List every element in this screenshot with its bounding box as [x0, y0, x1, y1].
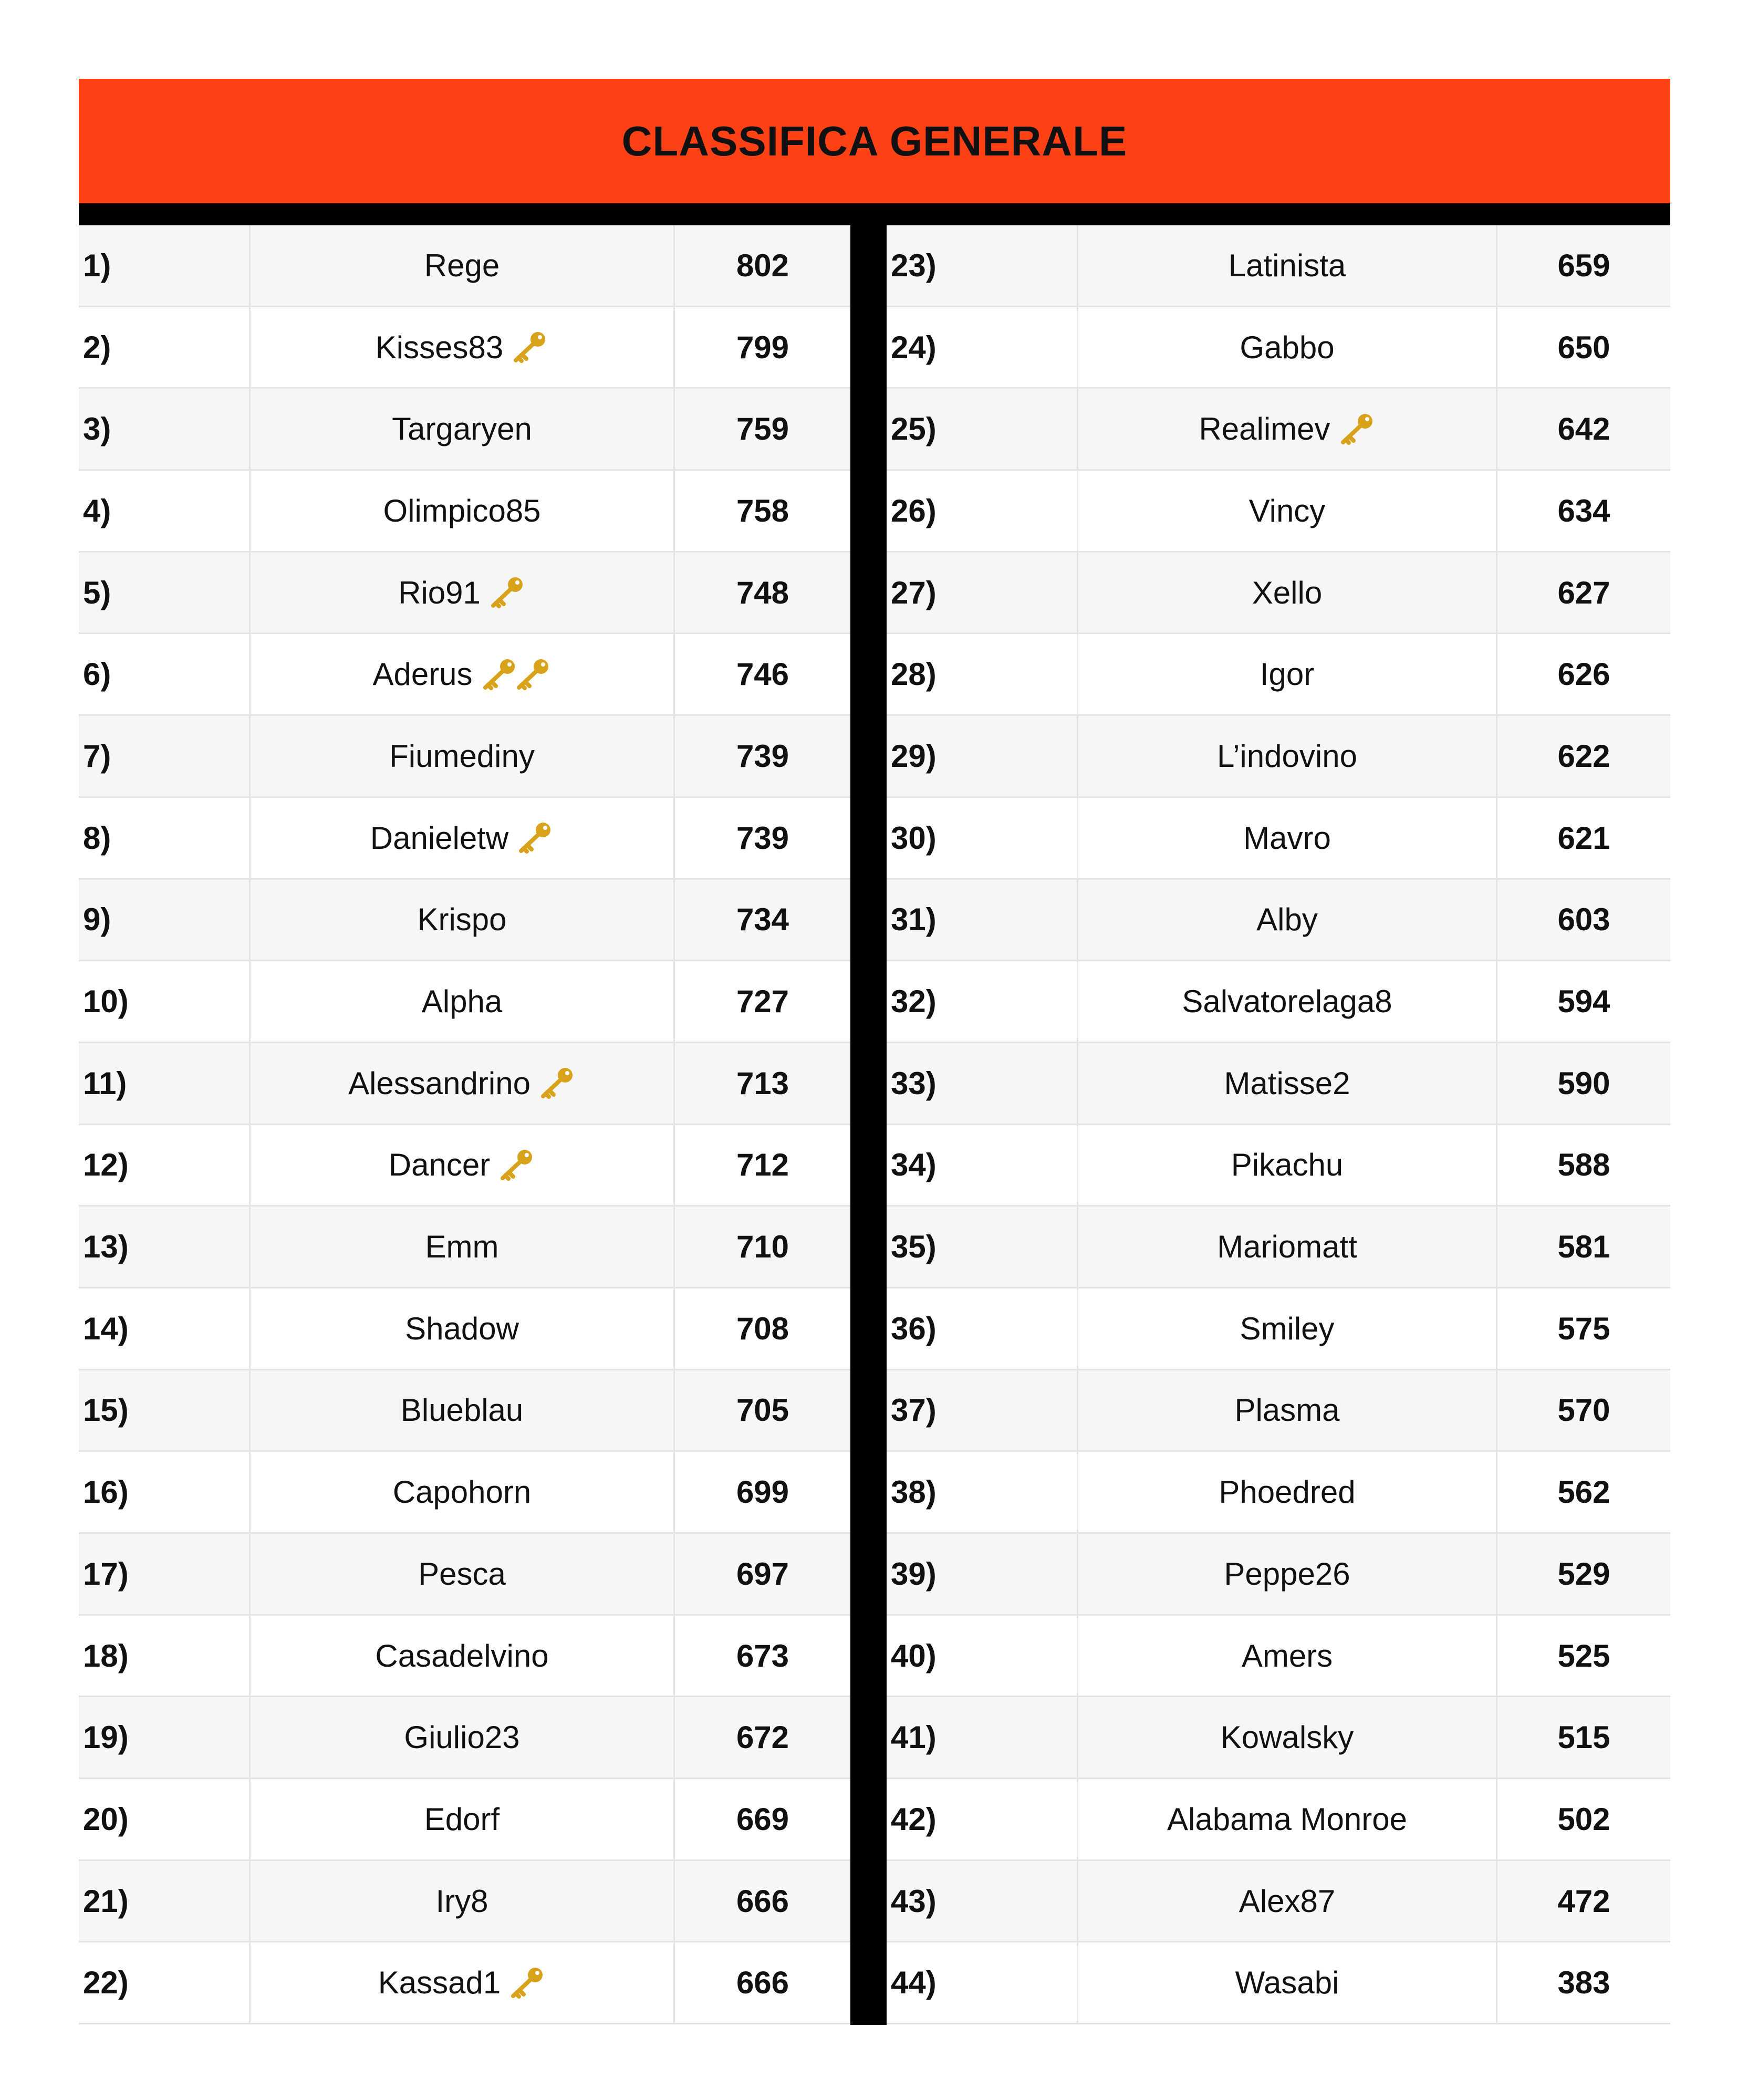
- name-cell: [251, 1861, 675, 1941]
- score-cell: 727: [736, 984, 789, 1020]
- name-cell: [1078, 1697, 1497, 1777]
- table-row: [887, 1616, 1670, 1698]
- header-banner: [79, 79, 1670, 203]
- name-cell: [1078, 225, 1497, 306]
- name-cell: [251, 553, 675, 633]
- table-row: [79, 307, 850, 389]
- name-cell: [1078, 716, 1497, 796]
- player-name: Shadow: [405, 1311, 519, 1346]
- rank-cell: 13): [79, 1207, 251, 1287]
- score-cell: 802: [736, 247, 789, 283]
- name-cell: [251, 1125, 675, 1205]
- name-cell: [251, 798, 675, 878]
- rank-cell: 17): [79, 1534, 251, 1614]
- player-name: Blueblau: [400, 1392, 524, 1428]
- score-cell: 650: [1557, 329, 1610, 365]
- rank-cell: 8): [79, 798, 251, 878]
- rank-cell: 14): [79, 1288, 251, 1369]
- player-name: Pikachu: [1231, 1147, 1344, 1183]
- table-row: [887, 1207, 1670, 1288]
- name-cell: [251, 1942, 675, 2023]
- player-name: Aderus: [372, 657, 473, 692]
- player-name: Salvatorelaga8: [1182, 984, 1392, 1020]
- rank-cell: 43): [887, 1861, 1078, 1941]
- player-name: Xello: [1252, 575, 1323, 610]
- player-name: Phoedred: [1219, 1474, 1356, 1510]
- rank-cell: 9): [79, 880, 251, 960]
- score-cell: 697: [736, 1556, 789, 1592]
- table-row: [79, 1697, 850, 1779]
- score-cell: 799: [736, 329, 789, 365]
- header-divider: [79, 203, 1670, 225]
- name-cell: [1078, 1452, 1497, 1532]
- score-cell: 529: [1557, 1556, 1610, 1592]
- score-cell: 634: [1557, 493, 1610, 528]
- table-row: [79, 389, 850, 471]
- rank-cell: 42): [887, 1779, 1078, 1859]
- player-name: Plasma: [1234, 1392, 1340, 1428]
- player-name: Wasabi: [1235, 1965, 1339, 2001]
- player-name: Mariomatt: [1217, 1229, 1357, 1265]
- rank-cell: 33): [887, 1043, 1078, 1124]
- score-cell: 383: [1557, 1965, 1610, 2001]
- table-row: [887, 1779, 1670, 1861]
- rank-cell: 39): [887, 1534, 1078, 1614]
- rank-cell: 19): [79, 1697, 251, 1777]
- center-divider: [850, 225, 887, 2025]
- name-cell: [251, 1370, 675, 1451]
- rank-cell: 16): [79, 1452, 251, 1532]
- player-name: Realimev: [1199, 411, 1330, 447]
- table-row: [887, 1288, 1670, 1370]
- name-cell: [1078, 1616, 1497, 1696]
- key-badges: [509, 1966, 546, 2000]
- name-cell: [251, 1043, 675, 1124]
- score-cell: 739: [736, 738, 789, 774]
- standings-table-left: [79, 225, 850, 2024]
- table-row: [887, 798, 1670, 880]
- standings-tables: [79, 225, 1670, 2025]
- rank-cell: 38): [887, 1452, 1078, 1532]
- table-row: [79, 1207, 850, 1288]
- player-name: Targaryen: [392, 411, 532, 447]
- table-row: [79, 1370, 850, 1452]
- score-cell: 705: [736, 1392, 789, 1428]
- name-cell: [251, 880, 675, 960]
- rank-cell: 3): [79, 389, 251, 469]
- rank-cell: 37): [887, 1370, 1078, 1451]
- table-row: [887, 471, 1670, 553]
- name-cell: [1078, 1125, 1497, 1205]
- score-cell: 472: [1557, 1883, 1610, 1919]
- name-cell: [251, 961, 675, 1042]
- rank-cell: 18): [79, 1616, 251, 1696]
- rank-cell: 34): [887, 1125, 1078, 1205]
- score-cell: 603: [1557, 902, 1610, 938]
- table-row: [79, 798, 850, 880]
- name-cell: [1078, 1370, 1497, 1451]
- player-name: Rege: [424, 247, 500, 283]
- player-name: Dancer: [388, 1147, 491, 1183]
- table-row: [79, 1288, 850, 1370]
- table-row: [79, 1861, 850, 1943]
- score-cell: 739: [736, 820, 789, 856]
- player-name: Olimpico85: [383, 493, 541, 528]
- rank-cell: 4): [79, 471, 251, 551]
- score-cell: 666: [736, 1965, 789, 2001]
- key-badges: [539, 1066, 576, 1100]
- score-cell: 594: [1557, 984, 1610, 1020]
- name-cell: [251, 471, 675, 551]
- rank-cell: 35): [887, 1207, 1078, 1287]
- player-name: Mavro: [1243, 820, 1331, 856]
- key-icon: [498, 1148, 535, 1182]
- table-row: [887, 1697, 1670, 1779]
- score-cell: 734: [736, 902, 789, 938]
- score-cell: 562: [1557, 1474, 1610, 1510]
- score-cell: 746: [736, 657, 789, 692]
- table-row: [79, 880, 850, 962]
- table-row: [79, 1616, 850, 1698]
- key-icon: [509, 1966, 546, 2000]
- table-row: [79, 961, 850, 1043]
- score-cell: 588: [1557, 1147, 1610, 1183]
- player-name: Danieletw: [370, 820, 509, 856]
- key-icon: [481, 657, 518, 692]
- page-title: CLASSIFICA GENERALE: [621, 117, 1128, 164]
- score-cell: 759: [736, 411, 789, 447]
- rank-cell: 44): [887, 1942, 1078, 2023]
- player-name: Latinista: [1228, 247, 1346, 283]
- rank-cell: 10): [79, 961, 251, 1042]
- table-row: [79, 1534, 850, 1616]
- table-row: [887, 1043, 1670, 1125]
- name-cell: [1078, 880, 1497, 960]
- player-name: Gabbo: [1240, 329, 1335, 365]
- player-name: L’indovino: [1217, 738, 1357, 774]
- player-name: Alabama Monroe: [1167, 1801, 1407, 1837]
- name-cell: [251, 634, 675, 714]
- player-name: Emm: [425, 1229, 499, 1265]
- player-name: Matisse2: [1224, 1065, 1350, 1101]
- rank-cell: 32): [887, 961, 1078, 1042]
- key-icon: [515, 657, 552, 692]
- table-row: [887, 1861, 1670, 1943]
- score-cell: 575: [1557, 1311, 1610, 1346]
- name-cell: [251, 1616, 675, 1696]
- rank-cell: 2): [79, 307, 251, 388]
- standings-board: [79, 79, 1670, 2025]
- score-cell: 581: [1557, 1229, 1610, 1265]
- table-row: [79, 1125, 850, 1207]
- score-cell: 710: [736, 1229, 789, 1265]
- table-row: [79, 225, 850, 307]
- name-cell: [1078, 553, 1497, 633]
- name-cell: [1078, 1942, 1497, 2023]
- score-cell: 621: [1557, 820, 1610, 856]
- name-cell: [1078, 1861, 1497, 1941]
- key-badges: [498, 1148, 535, 1182]
- score-cell: 659: [1557, 247, 1610, 283]
- score-cell: 622: [1557, 738, 1610, 774]
- table-row: [79, 553, 850, 635]
- name-cell: [251, 307, 675, 388]
- name-cell: [1078, 1207, 1497, 1287]
- table-row: [887, 553, 1670, 635]
- name-cell: [251, 716, 675, 796]
- name-cell: [1078, 961, 1497, 1042]
- name-cell: [251, 389, 675, 469]
- score-cell: 515: [1557, 1720, 1610, 1755]
- rank-cell: 31): [887, 880, 1078, 960]
- player-name: Casadelvino: [375, 1638, 549, 1673]
- name-cell: [251, 1534, 675, 1614]
- player-name: Rio91: [398, 575, 481, 610]
- rank-cell: 7): [79, 716, 251, 796]
- score-cell: 699: [736, 1474, 789, 1510]
- name-cell: [1078, 634, 1497, 714]
- player-name: Kisses83: [375, 329, 504, 365]
- player-name: Iry8: [435, 1883, 488, 1919]
- score-cell: 525: [1557, 1638, 1610, 1673]
- score-cell: 626: [1557, 657, 1610, 692]
- player-name: Pesca: [418, 1556, 506, 1592]
- player-name: Alessandrino: [348, 1065, 530, 1101]
- table-row: [887, 307, 1670, 389]
- table-row: [79, 1452, 850, 1534]
- rank-cell: 27): [887, 553, 1078, 633]
- rank-cell: 11): [79, 1043, 251, 1124]
- table-row: [79, 716, 850, 798]
- name-cell: [251, 1697, 675, 1777]
- name-cell: [1078, 389, 1497, 469]
- table-row: [887, 1370, 1670, 1452]
- score-cell: 748: [736, 575, 789, 610]
- player-name: Amers: [1241, 1638, 1333, 1673]
- table-row: [887, 1125, 1670, 1207]
- table-row: [887, 1534, 1670, 1616]
- score-cell: 712: [736, 1147, 789, 1183]
- rank-cell: 30): [887, 798, 1078, 878]
- rank-cell: 6): [79, 634, 251, 714]
- rank-cell: 5): [79, 553, 251, 633]
- rank-cell: 1): [79, 225, 251, 306]
- score-cell: 672: [736, 1720, 789, 1755]
- table-row: [79, 1043, 850, 1125]
- score-cell: 713: [736, 1065, 789, 1101]
- table-row: [887, 961, 1670, 1043]
- score-cell: 669: [736, 1801, 789, 1837]
- player-name: Alby: [1256, 902, 1318, 938]
- rank-cell: 15): [79, 1370, 251, 1451]
- player-name: Capohorn: [392, 1474, 532, 1510]
- name-cell: [251, 1207, 675, 1287]
- key-badges: [517, 820, 554, 855]
- player-name: Edorf: [424, 1801, 500, 1837]
- score-cell: 642: [1557, 411, 1610, 447]
- player-name: Kowalsky: [1220, 1720, 1354, 1755]
- rank-cell: 22): [79, 1942, 251, 2023]
- score-cell: 708: [736, 1311, 789, 1346]
- rank-cell: 23): [887, 225, 1078, 306]
- player-name: Giulio23: [404, 1720, 520, 1755]
- player-name: Alpha: [421, 984, 503, 1020]
- rank-cell: 41): [887, 1697, 1078, 1777]
- standings-table-right: [887, 225, 1670, 2024]
- table-row: [887, 1942, 1670, 2024]
- player-name: Smiley: [1240, 1311, 1335, 1346]
- rank-cell: 20): [79, 1779, 251, 1859]
- table-row: [887, 634, 1670, 716]
- key-icon: [539, 1066, 576, 1100]
- score-cell: 502: [1557, 1801, 1610, 1837]
- name-cell: [1078, 307, 1497, 388]
- player-name: Krispo: [417, 902, 507, 938]
- rank-cell: 25): [887, 389, 1078, 469]
- name-cell: [1078, 471, 1497, 551]
- score-cell: 758: [736, 493, 789, 528]
- rank-cell: 36): [887, 1288, 1078, 1369]
- player-name: Fiumediny: [389, 738, 535, 774]
- name-cell: [1078, 798, 1497, 878]
- table-row: [79, 1942, 850, 2024]
- player-name: Peppe26: [1224, 1556, 1350, 1592]
- table-row: [79, 1779, 850, 1861]
- rank-cell: 40): [887, 1616, 1078, 1696]
- score-cell: 666: [736, 1883, 789, 1919]
- rank-cell: 12): [79, 1125, 251, 1205]
- score-cell: 673: [736, 1638, 789, 1673]
- rank-cell: 29): [887, 716, 1078, 796]
- name-cell: [1078, 1043, 1497, 1124]
- rank-cell: 21): [79, 1861, 251, 1941]
- key-icon: [1339, 412, 1376, 446]
- rank-cell: 28): [887, 634, 1078, 714]
- key-badges: [1339, 412, 1376, 446]
- key-icon: [517, 820, 554, 855]
- player-name: Vincy: [1248, 493, 1326, 528]
- name-cell: [251, 1288, 675, 1369]
- score-cell: 590: [1557, 1065, 1610, 1101]
- table-row: [79, 471, 850, 553]
- key-icon: [512, 330, 548, 365]
- table-row: [887, 389, 1670, 471]
- table-row: [79, 634, 850, 716]
- table-row: [887, 225, 1670, 307]
- rank-cell: 26): [887, 471, 1078, 551]
- name-cell: [251, 225, 675, 306]
- table-row: [887, 716, 1670, 798]
- name-cell: [251, 1779, 675, 1859]
- score-cell: 570: [1557, 1392, 1610, 1428]
- player-name: Igor: [1260, 657, 1315, 692]
- name-cell: [1078, 1779, 1497, 1859]
- player-name: Kassad1: [378, 1965, 501, 2001]
- table-row: [887, 1452, 1670, 1534]
- key-badges: [489, 575, 526, 610]
- player-name: Alex87: [1239, 1883, 1336, 1919]
- table-row: [887, 880, 1670, 962]
- name-cell: [251, 1452, 675, 1532]
- key-badges: [481, 657, 552, 692]
- name-cell: [1078, 1534, 1497, 1614]
- key-badges: [512, 330, 548, 365]
- rank-cell: 24): [887, 307, 1078, 388]
- name-cell: [1078, 1288, 1497, 1369]
- score-cell: 627: [1557, 575, 1610, 610]
- key-icon: [489, 575, 526, 610]
